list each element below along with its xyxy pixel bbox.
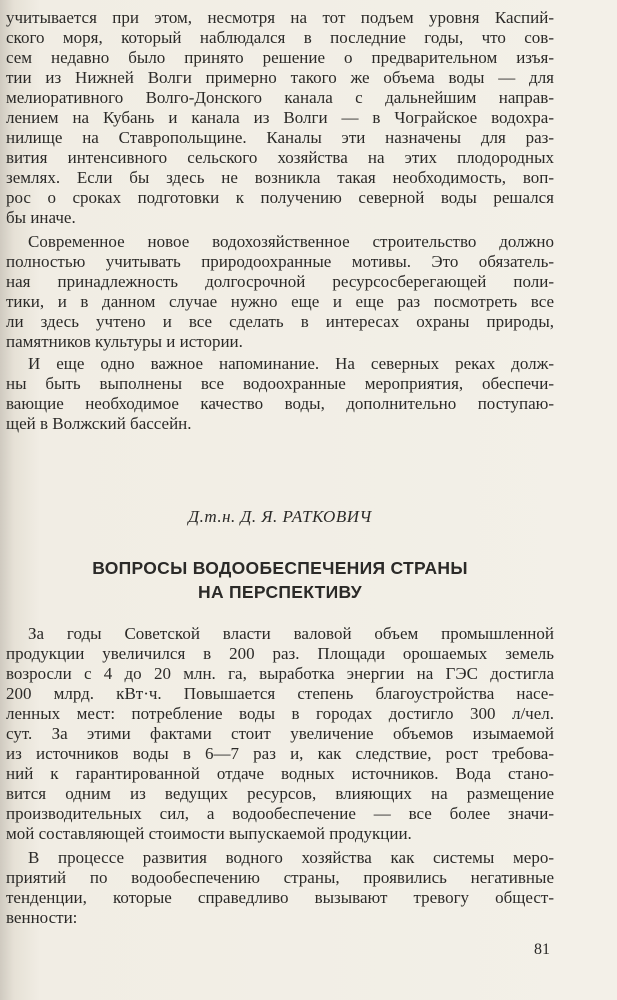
text-line: сем недавно было принято решение о предварительном изъя- [6, 48, 554, 67]
text-line: из источников воды в 6—7 раз и, как следствие, рост требова- [6, 744, 554, 763]
text-line: ны быть выполнены все водоохранные мероприятия, обеспечи- [6, 374, 554, 393]
text-line: мой составляющей стоимости выпускаемой продукции. [6, 824, 412, 843]
text-line: За годы Советской власти валовой объем промышленной [28, 624, 554, 643]
text-line: ний к гарантированной отдаче водных источников. Вода стано- [6, 764, 554, 783]
text-line: вития интенсивного сельского хозяйства на этих плодородных [6, 148, 554, 167]
text-line: щей в Волжский бассейн. [6, 414, 192, 433]
text-line: И еще одно важное напоминание. На северных реках долж- [28, 354, 554, 373]
article-title-line-1: ВОПРОСЫ ВОДООБЕСПЕЧЕНИЯ СТРАНЫ [92, 558, 468, 578]
text-line: производительных сил, а водообеспечение — все более значи- [6, 804, 554, 823]
text-line: 200 млрд. кВт·ч. Повышается степень благоустройства насе- [6, 684, 554, 703]
text-line: мелиоративного Волго-Донского канала с дальнейшим направ- [6, 88, 554, 107]
paragraph-negative-trends [6, 848, 554, 928]
article-title-line-2: НА ПЕРСПЕКТИВУ [198, 582, 362, 602]
text-line: учитывается при этом, несмотря на тот подъем уровня Каспий- [6, 8, 554, 27]
article-title [6, 556, 554, 604]
text-line: Современное новое водохозяйственное строительство должно [28, 232, 554, 251]
article-author: Д.т.н. Д. Я. РАТКОВИЧ [188, 507, 372, 526]
paragraph-reminder [6, 354, 554, 434]
text-line: бы иначе. [6, 208, 76, 227]
text-line: памятников культуры и истории. [6, 332, 243, 351]
text-line: ли здесь учтено и все сделать в интересах охраны природы, [6, 312, 554, 331]
text-line: полностью учитывать природоохранные мотивы. Это обязатель- [6, 252, 554, 271]
text-line: приятий по водообеспечению страны, проявились негативные [6, 868, 554, 887]
paragraph-soviet-growth [6, 624, 554, 844]
text-line: сут. За этими фактами стоит увеличение объемов изымаемой [6, 724, 554, 743]
text-line: тенденции, которые справедливо вызывают тревогу общест- [6, 888, 554, 907]
text-line: венности: [6, 908, 78, 927]
text-line: ского моря, который наблюдался в последние годы, что сов- [6, 28, 554, 47]
text-line: вающие необходимое качество воды, дополнительно поступаю- [6, 394, 554, 413]
text-line: ленных мест: потребление воды в городах достигло 300 л/чел. [6, 704, 554, 723]
text-line: тики, и в данном случае нужно еще и еще раз посмотреть все [6, 292, 554, 311]
text-line: продукции увеличился в 200 раз. Площади орошаемых земель [6, 644, 554, 663]
text-line: лением на Кубань и канала из Волги — в Чограйское водохра- [6, 108, 554, 127]
page-number: 81 [534, 941, 550, 958]
book-page [6, 0, 554, 1000]
text-line: рос о сроках подготовки к получению северной воды решался [6, 188, 554, 207]
text-line: возросли с 4 до 20 млн. га, выработка энергии на ГЭС достигла [6, 664, 554, 683]
text-line: В процессе развития водного хозяйства как системы меро- [28, 848, 554, 867]
paragraph-construction [6, 232, 554, 352]
text-line: ная принадлежность долгосрочной ресурсосберегающей поли- [6, 272, 554, 291]
paragraph-caspian [6, 8, 554, 228]
text-line: землях. Если бы здесь не возникла такая необходимость, воп- [6, 168, 554, 187]
text-line: тии из Нижней Волги примерно такого же объема воды — для [6, 68, 554, 87]
text-line: нилище на Ставропольщине. Каналы эти назначены для раз- [6, 128, 554, 147]
text-line: вится одним из ведущих ресурсов, влияющих на размещение [6, 784, 554, 803]
